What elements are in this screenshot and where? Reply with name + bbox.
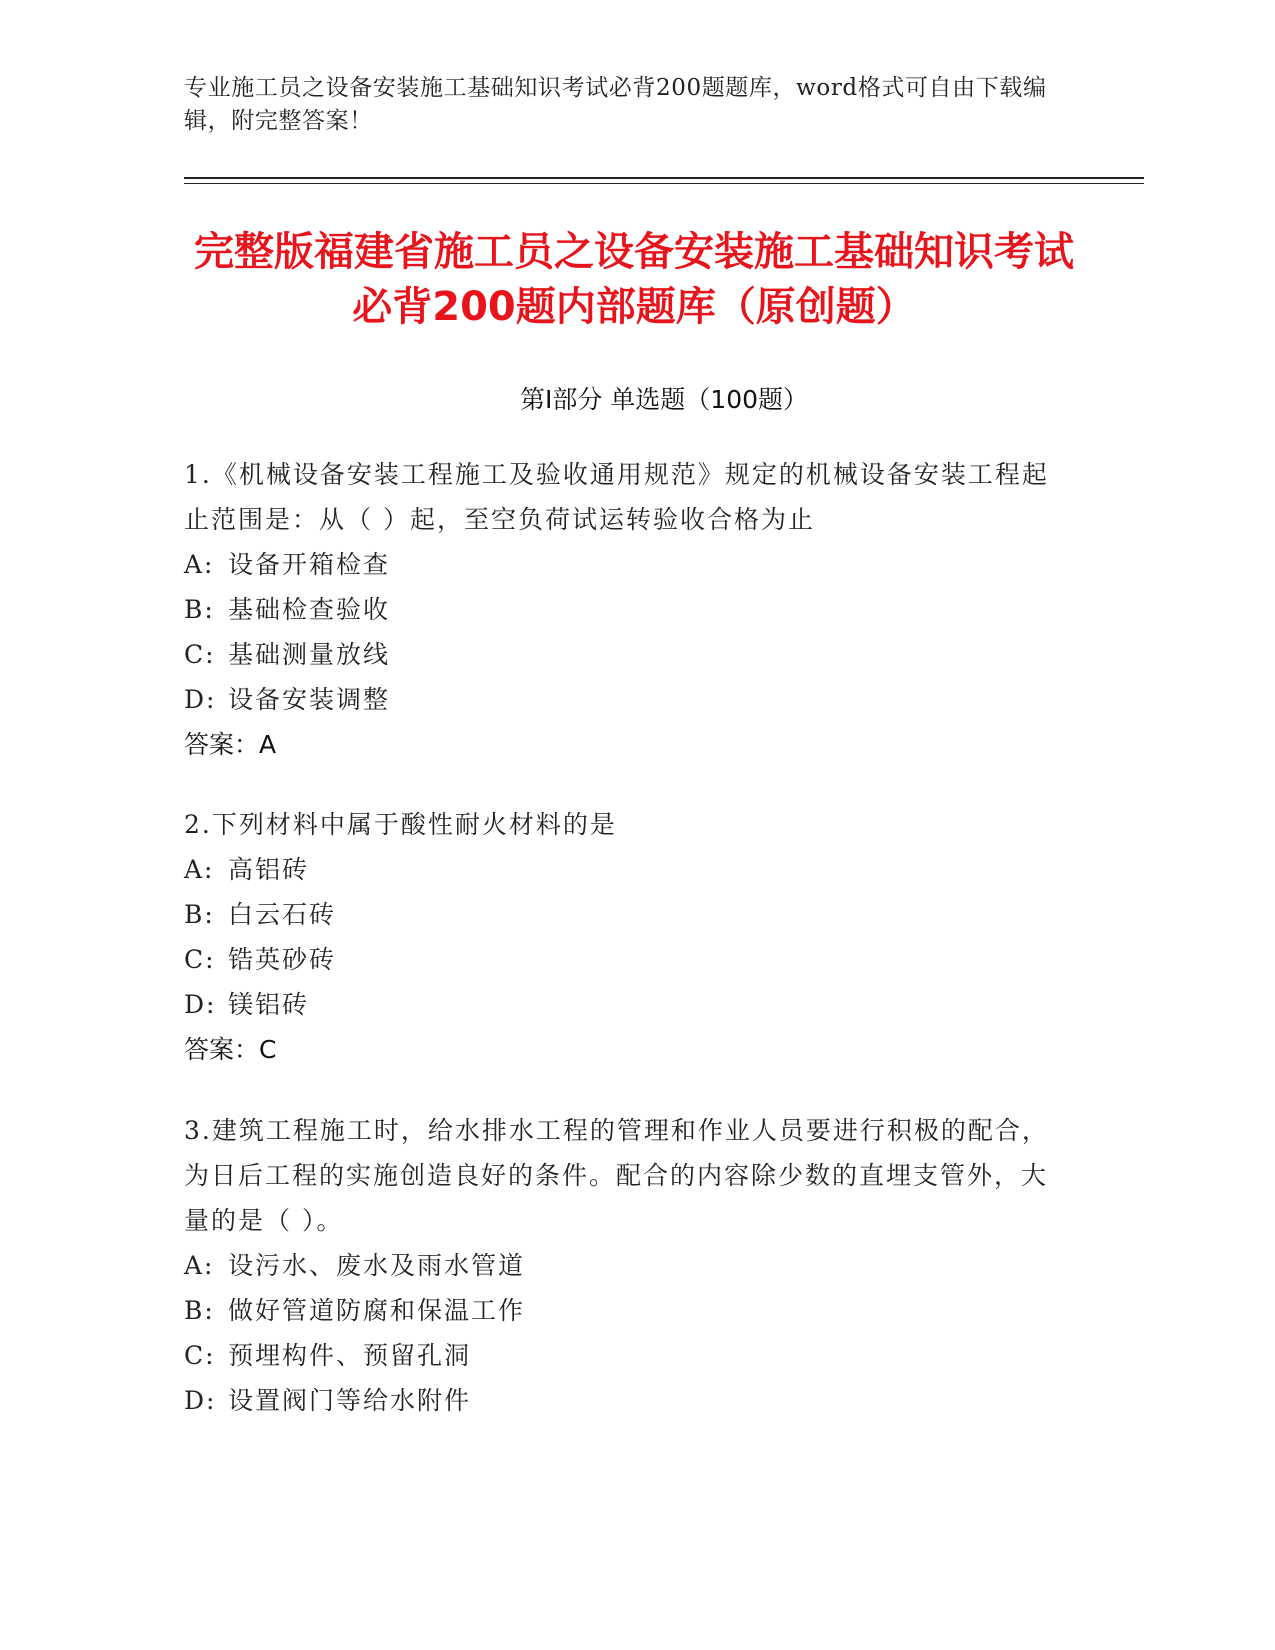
question-text: 1.《机械设备安装工程施工及验收通用规范》规定的机械设备安装工程起止范围是：从（ ）起，至空负荷试运转验收合格为止 (184, 460, 1049, 534)
option-c (184, 632, 1064, 677)
option-letter: B: (184, 595, 215, 624)
document-title: 完整版福建省施工员之设备安装施工基础知识考试必背200题内部题库（原创题） (194, 229, 1074, 330)
option-letter: A: (184, 855, 215, 884)
question-2 (184, 802, 1064, 1072)
option-d (184, 677, 1064, 722)
option-text: 基础检查验收 (228, 595, 391, 624)
option-letter: D: (184, 990, 217, 1019)
option-text: 做好管道防腐和保温工作 (228, 1296, 526, 1325)
header-divider-thick (184, 177, 1144, 179)
option-letter: C: (184, 1341, 216, 1370)
header-divider-thin (184, 183, 1144, 184)
option-text: 白云石砖 (228, 900, 337, 929)
section-heading: 第Ⅰ部分 单选题（100题） (519, 385, 809, 414)
option-letter: A: (184, 550, 215, 579)
option-text: 锆英砂砖 (228, 945, 337, 974)
option-letter: D: (184, 1386, 217, 1415)
answer-line: 答案：A (184, 730, 277, 759)
question-text: 3.建筑工程施工时，给水排水工程的管理和作业人员要进行积极的配合，为日后工程的实施创造良好的条件。配合的内容除少数的直埋支管外，大量的是（ ）。 (184, 1116, 1049, 1235)
option-b (184, 587, 1064, 632)
question-3 (184, 1108, 1064, 1423)
option-c (184, 937, 1064, 982)
option-letter: D: (184, 685, 217, 714)
option-text: 预埋构件、预留孔洞 (228, 1341, 472, 1370)
option-letter: B: (184, 1296, 215, 1325)
option-d (184, 982, 1064, 1027)
option-letter: B: (184, 900, 215, 929)
option-text: 设污水、废水及雨水管道 (228, 1251, 526, 1280)
option-a (184, 542, 1064, 587)
option-text: 设置阀门等给水附件 (228, 1386, 472, 1415)
option-letter: C: (184, 640, 216, 669)
question-text: 2.下列材料中属于酸性耐火材料的是 (184, 810, 617, 839)
question-1 (184, 452, 1064, 767)
option-text: 设备开箱检查 (228, 550, 391, 579)
option-a (184, 1243, 1064, 1288)
option-letter: C: (184, 945, 216, 974)
option-text: 设备安装调整 (228, 685, 391, 714)
option-b (184, 892, 1064, 937)
option-c (184, 1333, 1064, 1378)
answer-line: 答案：C (184, 1035, 277, 1064)
option-text: 基础测量放线 (228, 640, 391, 669)
option-b (184, 1288, 1064, 1333)
header-note: 专业施工员之设备安装施工基础知识考试必背200题题库，word格式可自由下载编辑，附完整答案！ (184, 75, 1047, 134)
option-text: 镁铝砖 (228, 990, 310, 1019)
option-letter: A: (184, 1251, 215, 1280)
option-text: 高铝砖 (228, 855, 310, 884)
option-a (184, 847, 1064, 892)
option-d (184, 1378, 1064, 1423)
